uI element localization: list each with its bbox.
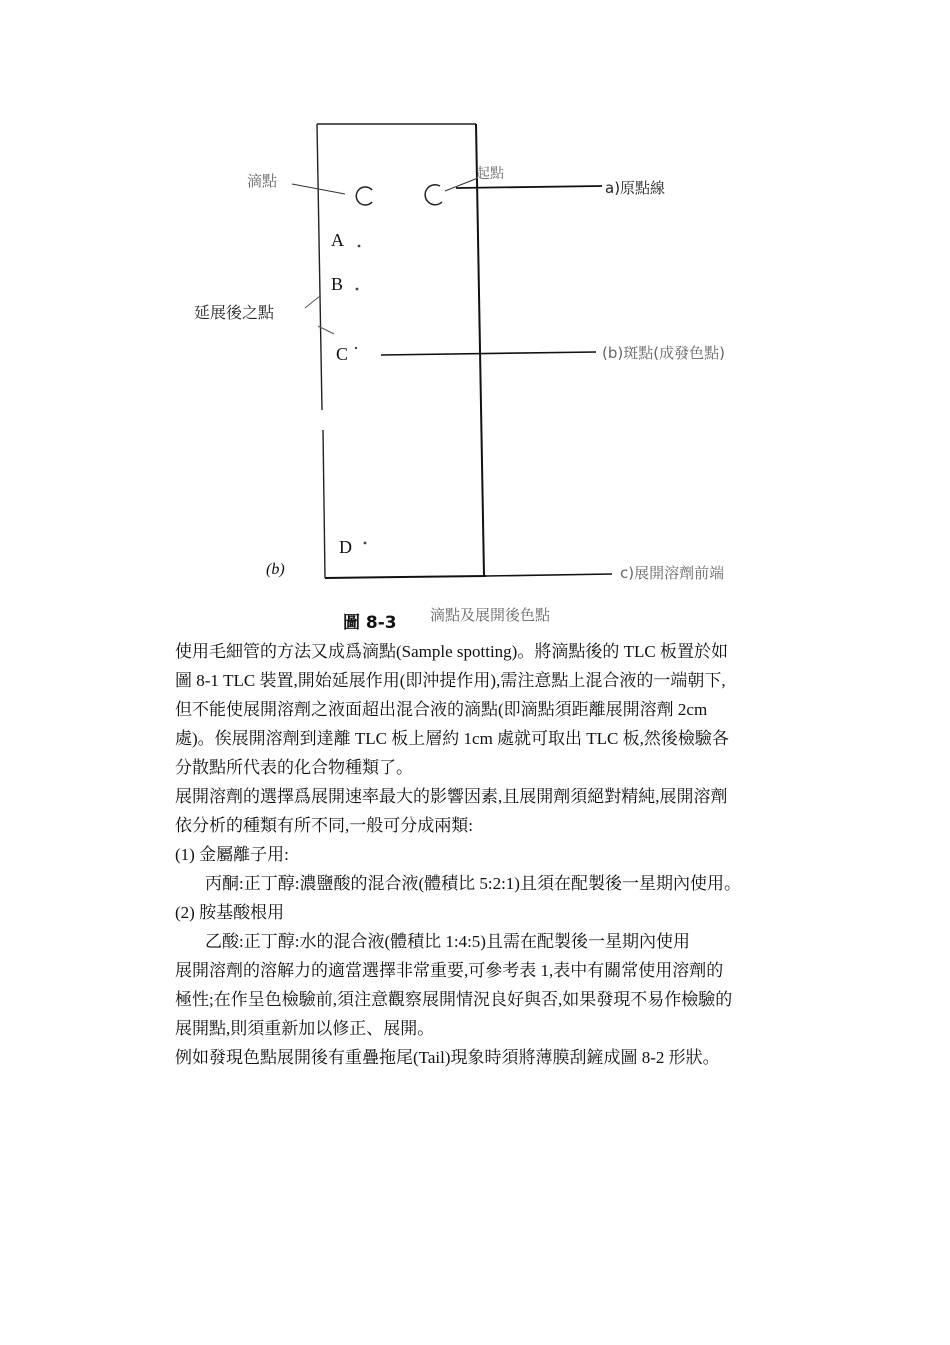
plate-left-edge [317, 124, 322, 410]
body-line: 分散點所代表的化合物種類了。 [175, 758, 413, 777]
leader-solvent-front [486, 574, 612, 576]
origin-line-label: a)原點線 [605, 179, 666, 197]
plate-right-edge [476, 124, 484, 576]
point-a-label: A [331, 230, 344, 250]
list-item-detail: 丙酮:正丁醇:濃鹽酸的混合液(體積比 5:2:1)且須在配製後一星期內使用。 [205, 874, 741, 893]
body-text [175, 637, 815, 1072]
point-d-label: D [339, 537, 352, 557]
spot-label: 滴點 [247, 172, 278, 190]
caption-text: 滴點及展開後色點 [430, 606, 551, 624]
tlc-diagram [0, 0, 950, 640]
leader-start [445, 178, 478, 191]
body-line: 使用毛細管的方法又成爲滴點(Sample spotting)。將滴點後的 TLC 板置於如 [175, 642, 728, 661]
body-line: 極性;在作呈色檢驗前,須注意觀察展開情況良好與否,如果發現不易作檢驗的 [175, 990, 733, 1009]
mark-d [364, 542, 367, 545]
spot-circle-right [425, 185, 442, 205]
body-line: 圖 8-1 TLC 裝置,開始延展作用(即沖提作用),需注意點上混合液的一端朝下, [175, 671, 726, 690]
body-line: 展開點,則須重新加以修正、展開。 [175, 1019, 435, 1038]
body-line: 但不能使展開溶劑之液面超出混合液的滴點(即滴點須距離展開溶劑 2cm [175, 700, 708, 719]
solvent-front-label: c)展開溶劑前端 [620, 564, 725, 582]
caption-number: 圖 8-3 [343, 613, 397, 633]
leader-spot-b [381, 352, 596, 355]
plate-left-edge-lower [323, 430, 325, 578]
point-b-label: B [331, 274, 344, 294]
plate-bottom-edge [325, 576, 486, 578]
body-line: 展開溶劑的溶解力的適當選擇非常重要,可參考表 1,表中有關常使用溶劑的 [175, 961, 724, 980]
start-point-label: 起點 [476, 166, 504, 182]
spots-after-label: 延展後之點 [194, 303, 275, 322]
list-item-detail: 乙酸:正丁醇:水的混合液(體積比 1:4:5)且需在配製後一星期內使用 [205, 932, 690, 951]
panel-label: (b) [266, 561, 285, 578]
colored-spot-label: (b)斑點(成發色點) [602, 344, 725, 362]
mark-c [355, 347, 357, 349]
list-item-heading: (1) 金屬離子用: [175, 845, 289, 864]
body-line: 依分析的種類有所不同,一般可分成兩類: [175, 816, 473, 835]
body-line: 例如發現色點展開後有重疊拖尾(Tail)現象時須將薄膜刮鏟成圖 8-2 形狀。 [175, 1048, 720, 1067]
list-item-heading: (2) 胺基酸根用 [175, 903, 285, 922]
body-line: 處)。俟展開溶劑到達離 TLC 板上層約 1cm 處就可取出 TLC 板,然後檢驗各 [175, 729, 729, 748]
tlc-figure [0, 0, 950, 640]
mark-a [358, 245, 361, 248]
point-c-label: C [336, 344, 349, 364]
leader-spots-after-1 [305, 296, 320, 308]
mark-b [356, 288, 359, 291]
body-line: 展開溶劑的選擇爲展開速率最大的影響因素,且展開劑須絕對精純,展開溶劑 [175, 787, 728, 806]
spot-circle-left [356, 187, 372, 205]
